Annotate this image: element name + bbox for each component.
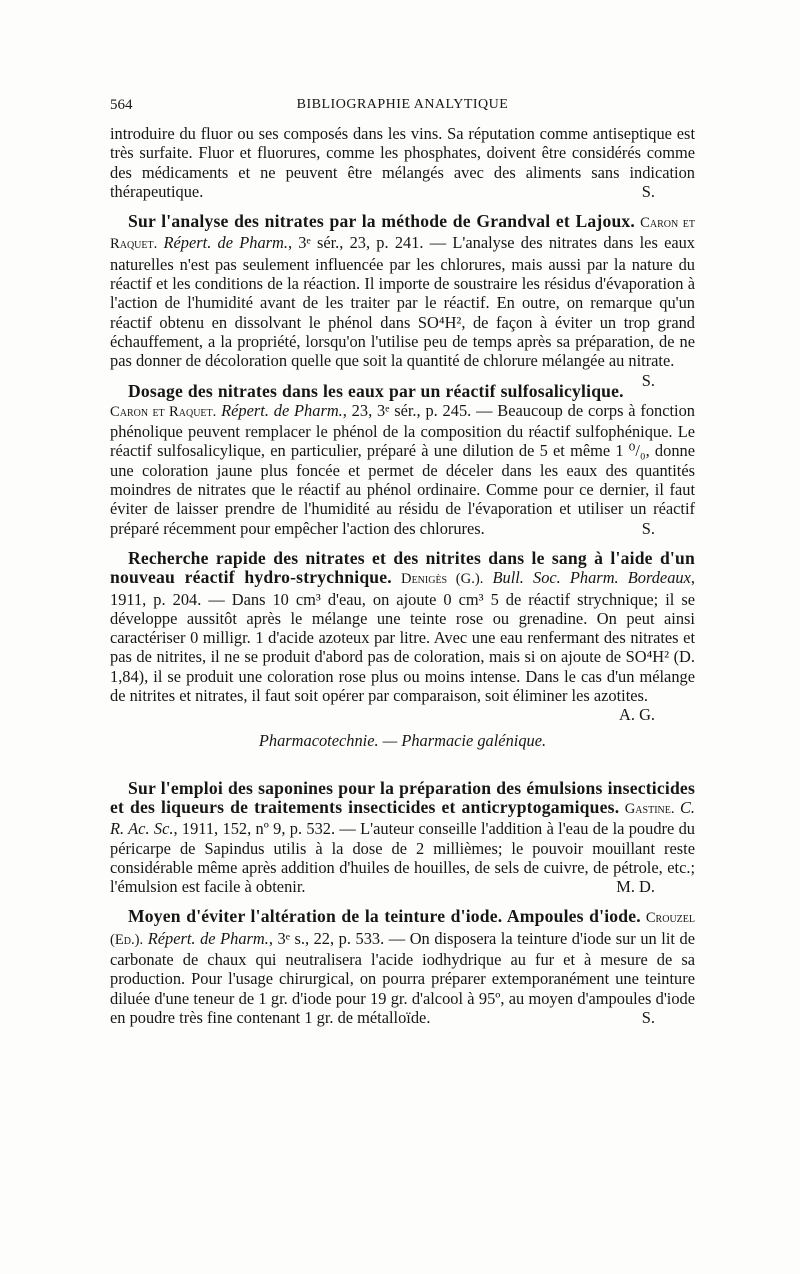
article-dosage-nitrates: [110, 382, 695, 538]
signature: A. G.: [619, 705, 655, 725]
article-title: Recherche rapide des nitrates et des nitrites dans le sang à l'aide d'un nouveau réactif hydro-strychnique.: [110, 547, 695, 588]
page-number: 564: [110, 97, 133, 113]
article-reference: , 3ᵉ s., 22, p. 533. —: [268, 928, 406, 948]
article-authors: Denigès (G.).: [401, 571, 484, 588]
continuation-text: introduire du fluor ou ses composés dans les vins. Sa réputation comme antiseptique est très surfaite. Fluor et fluorures, comme les phosphates, doivent être considérés comme des médicaments et ne peuvent être mélangés avec des aliments sans indication thérapeutique.: [110, 124, 695, 201]
article-text: Dans 10 cm³ d'eau, on ajoute 0 cm³ 5 de réactif strychnique; il se développe aussitôt après le mélange une teinte rose ou grenadine. On peut ainsi caractériser 0 milligr. 1 d'acide azoteux par litre. Avec une eau renfermant des nitrates et pas de nitrites, il ne se produit d'abord pas de coloration, mais si on ajoute de SO⁴H² (D. 1,84), il se produit une coloration rose plus ou moins intense. Dans le cas d'un mélange de nitrites et nitrates, il faut soit opérer par comparaison, soit éliminer les azotites.: [110, 589, 696, 706]
signature: S.: [641, 518, 655, 538]
article-text: Beaucoup de corps à fonction phénolique peuvent remplacer le phénol de la composition du réactif sulfophénique. Le réactif sulfosalicylique, en particulier, préparé à une dilution de 5 et même 1 ⁰/₀, donne une coloration jaune plus foncée et permet de déceler dans les eaux des quantités moindres de nitrates que le réactif au phénol ordinaire. Comme pour ce dernier, il faut éviter de laisser prendre de l'humidité au résidu de l'évaporation et utiliser un réactif préparé récemment pour empêcher l'action des chlorures.: [110, 400, 695, 538]
continuation-paragraph: [110, 124, 695, 201]
running-title: BIBLIOGRAPHIE ANALYTIQUE: [296, 97, 509, 112]
article-journal: Répert. de Pharm.: [221, 400, 343, 420]
article-title: Moyen d'éviter l'altération de la teinture d'iode. Ampoules d'iode.: [128, 906, 641, 927]
article-text: L'auteur conseille l'addition à l'eau de la poudre du péricarpe de Sapindus utilis à la dose de 2 millièmes; le pouvoir mouillant reste considérable même après addition d'huiles de houilles, de sels de cuivre, de pétrole, etc.; l'émulsion est facile à obtenir.: [110, 819, 695, 897]
article-teinture-iode: [110, 907, 695, 1027]
article-journal: C. R. Ac. Sc.: [110, 797, 695, 839]
article-journal: Bull. Soc. Pharm. Bordeaux: [492, 568, 691, 588]
page-body: [110, 124, 695, 1027]
article-authors: Caron et Raquet.: [110, 403, 217, 420]
article-reference: , 1911, 152, nº 9, p. 532. —: [173, 819, 356, 839]
article-reference: , 1911, p. 204. —: [110, 568, 695, 609]
article-title: Sur l'emploi des saponines pour la préparation des émulsions insecticides et des liqueurs de traitements insecticides et anticryptogamiques.: [110, 777, 695, 817]
article-title: Sur l'analyse des nitrates par la méthode de Grandval et Lajoux.: [128, 211, 636, 232]
article-authors: Crouzel (Ed.).: [110, 910, 695, 948]
signature: S.: [641, 370, 655, 390]
article-nitrates-grandval: [110, 211, 696, 390]
signature: M. D.: [616, 877, 655, 897]
article-saponines: [110, 779, 695, 897]
section-heading: Pharmacotechnie. — Pharmacie galénique.: [258, 731, 547, 751]
article-journal: Répert. de Pharm.: [163, 233, 288, 253]
article-recherche-nitrites: [110, 547, 696, 725]
article-reference: , 23, 3ᵉ sér., p. 245. —: [342, 400, 493, 420]
signature: S.: [641, 1007, 655, 1027]
article-text: On disposera la teinture d'iode sur un lit de carbonate de chaux qui neutralisera l'acide iodhydrique au fur et à mesure de sa production. Pour l'usage chirurgical, on pourra préparer extemporanément une teinture diluée d'une teneur de 1 gr. d'iode pour 19 gr. d'alcool à 95º, au moyen d'ampoules d'iode en poudre très fine contenant 1 gr. de métalloïde.: [110, 928, 695, 1027]
article-authors: Gastine.: [624, 800, 675, 817]
article-reference: , 3ᵉ sér., 23, p. 241. —: [287, 233, 447, 253]
article-text: L'analyse des nitrates dans les eaux naturelles n'est pas seulement influencée par les chlorures, mais aussi par la nature du réactif et les conditions de la réaction. Il importe de soustraire les résidus d'évaporation à l'action de l'humidité avant de les traiter par le réactif. En outre, on remarque qu'un réactif obtenu en dissolvant le phénol dans SO⁴H², de façon à éviter un trop grand échauffement, a la propriété, lorsqu'on l'utilise peu de temps après sa préparation, de ne pas donner de décoloration quelle que soit la quantité de chlorure mélangée au nitrate.: [110, 233, 696, 371]
article-journal: Répert. de Pharm.: [147, 928, 269, 948]
page-header: [110, 97, 695, 117]
signature: S.: [641, 181, 655, 201]
article-authors: Caron et Raquet.: [110, 215, 696, 253]
article-title: Dosage des nitrates dans les eaux par un réactif sulfosalicylique.: [128, 380, 624, 401]
